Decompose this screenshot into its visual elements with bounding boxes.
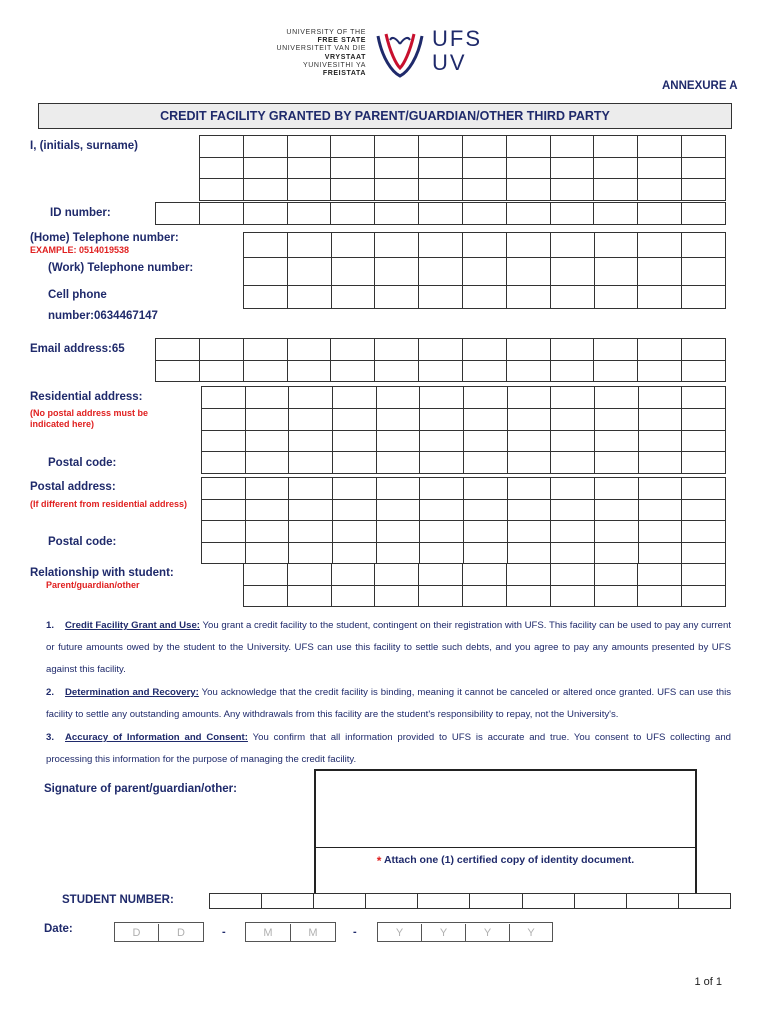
input-cell[interactable] (594, 258, 638, 286)
input-cell[interactable] (156, 339, 200, 361)
input-cell[interactable] (243, 360, 287, 382)
input-cell[interactable] (594, 179, 638, 201)
date-separator: - (353, 926, 357, 938)
input-cell[interactable] (506, 286, 550, 309)
input-cell[interactable] (594, 521, 638, 543)
input-cell[interactable] (419, 258, 463, 286)
phone-example-note: EXAMPLE: 0514019538 (30, 245, 130, 255)
input-cell[interactable] (202, 387, 246, 409)
input-cell[interactable] (682, 179, 726, 201)
input-cell[interactable] (376, 387, 420, 409)
input-cell[interactable] (522, 894, 574, 909)
input-cell[interactable] (375, 157, 419, 179)
residential-postal-code-label: Postal code: (48, 457, 117, 469)
input-cell[interactable] (287, 233, 331, 258)
input-cell[interactable] (594, 542, 638, 564)
input-cell[interactable] (507, 478, 551, 500)
input-cell[interactable] (550, 360, 594, 382)
clause-determination-recovery: 2. Determination and Recovery: You acknowledge that the credit facility is binding, meaning it cannot be canceled or altered once granted. UFS can use this facility to settle any outstanding amounts. Any withdrawals from this facility are the student's responsibility to repay, not the University's. (46, 687, 732, 720)
input-cell[interactable] (287, 286, 331, 309)
input-cell[interactable] (594, 233, 638, 258)
input-cell[interactable] (376, 452, 420, 474)
relationship-grid[interactable] (243, 563, 726, 607)
input-cell[interactable] (245, 387, 289, 409)
input-cell[interactable] (376, 521, 420, 543)
input-cell[interactable] (199, 203, 243, 225)
attach-id-note: * Attach one (1) certified copy of identity document. (376, 854, 635, 868)
input-cell[interactable] (375, 564, 419, 586)
input-cell[interactable] (506, 360, 550, 382)
input-cell[interactable] (506, 233, 550, 258)
input-cell[interactable] (463, 585, 507, 607)
input-cell[interactable] (289, 387, 333, 409)
input-cell[interactable] (682, 452, 726, 474)
date-separator: - (222, 926, 226, 938)
input-cell[interactable] (156, 360, 200, 382)
input-cell[interactable] (376, 430, 420, 452)
input-cell[interactable] (463, 542, 507, 564)
logo-abbrev-ufs: UFS (432, 26, 482, 51)
input-cell[interactable] (507, 542, 551, 564)
input-cell[interactable] (594, 339, 638, 361)
input-cell[interactable] (638, 585, 682, 607)
input-cell[interactable] (638, 233, 682, 258)
input-cell[interactable] (462, 136, 506, 158)
input-cell[interactable] (200, 136, 244, 158)
input-cell[interactable] (594, 157, 638, 179)
student-number-grid[interactable] (209, 893, 731, 909)
input-cell[interactable] (463, 452, 507, 474)
input-cell[interactable] (550, 136, 594, 158)
input-cell[interactable] (594, 564, 638, 586)
required-star-icon: * (376, 854, 382, 868)
input-cell[interactable] (202, 430, 246, 452)
input-cell[interactable] (244, 258, 288, 286)
input-cell[interactable] (638, 408, 682, 430)
input-cell[interactable] (287, 564, 331, 586)
clause-credit-facility: 1. Credit Facility Grant and Use: You grant a credit facility to the student, contingent on their registration with UFS. This facility can be used to pay any current or future amounts owed by the student to the University. UFS can use this facility to settle such debts, and you agree to pay any amounts presented by UFS against this facility. (46, 620, 732, 675)
input-cell[interactable] (287, 360, 331, 382)
student-number-label: STUDENT NUMBER: (62, 894, 174, 906)
clause-accuracy-consent: 3. Accuracy of Information and Consent: You confirm that all information provided to UFS is accurate and true. You consent to UFS collecting and processing this information for the purpose of managing the credit facility. (46, 732, 731, 765)
input-cell[interactable] (550, 179, 594, 201)
input-cell[interactable] (594, 360, 638, 382)
input-cell[interactable] (420, 430, 464, 452)
signature-box[interactable] (314, 769, 697, 896)
input-cell[interactable] (376, 478, 420, 500)
date-month-field[interactable]: M M (245, 922, 336, 942)
home-phone-label: (Home) Telephone number: (30, 232, 179, 244)
input-cell[interactable] (331, 203, 375, 225)
input-cell[interactable] (682, 360, 726, 382)
input-cell[interactable] (289, 499, 333, 521)
annexure-label: ANNEXURE A (662, 80, 738, 92)
input-cell[interactable] (638, 478, 682, 500)
input-cell[interactable] (375, 585, 419, 607)
input-cell[interactable] (245, 430, 289, 452)
input-cell[interactable] (419, 585, 463, 607)
input-cell[interactable] (332, 542, 376, 564)
residential-note-line1: (No postal address must be (30, 408, 149, 418)
input-cell[interactable] (210, 894, 262, 909)
input-cell[interactable] (331, 286, 375, 309)
input-cell[interactable] (289, 521, 333, 543)
input-cell[interactable] (199, 339, 243, 361)
input-cell[interactable] (418, 894, 470, 909)
input-cell[interactable] (682, 258, 726, 286)
input-cell[interactable] (289, 408, 333, 430)
input-cell[interactable] (638, 258, 682, 286)
input-cell[interactable] (243, 136, 287, 158)
input-cell[interactable] (287, 258, 331, 286)
input-cell[interactable] (594, 408, 638, 430)
input-cell[interactable] (463, 430, 507, 452)
input-cell[interactable] (419, 203, 463, 225)
university-name-block: UNIVERSITY OF THE FREE STATE UNIVERSITEIT VAN DIE VRYSTAAT YUNIVESITHI YA FREISTATA (276, 29, 366, 78)
input-cell[interactable] (202, 542, 246, 564)
input-cell[interactable] (682, 233, 726, 258)
input-cell[interactable] (506, 339, 550, 361)
input-cell[interactable] (202, 478, 246, 500)
input-cell[interactable] (420, 499, 464, 521)
input-cell[interactable] (419, 233, 463, 258)
input-cell[interactable] (506, 258, 550, 286)
input-cell[interactable] (462, 339, 506, 361)
input-cell[interactable] (419, 564, 463, 586)
input-cell[interactable] (594, 452, 638, 474)
input-cell[interactable] (289, 452, 333, 474)
input-cell[interactable] (506, 585, 550, 607)
input-cell[interactable] (244, 564, 288, 586)
id-number-grid[interactable] (155, 202, 726, 225)
input-cell[interactable] (156, 203, 200, 225)
input-cell[interactable] (243, 179, 287, 201)
postal-code-label: Postal code: (48, 536, 117, 548)
date-label: Date: (44, 923, 73, 935)
input-cell[interactable] (331, 258, 375, 286)
input-cell[interactable] (244, 286, 288, 309)
initials-surname-grid[interactable] (199, 135, 726, 201)
input-cell[interactable] (682, 157, 726, 179)
input-cell[interactable] (507, 430, 551, 452)
input-cell[interactable] (200, 157, 244, 179)
input-cell[interactable] (638, 542, 682, 564)
input-cell[interactable] (551, 499, 595, 521)
postal-address-label: Postal address: (30, 481, 116, 493)
input-cell[interactable] (463, 387, 507, 409)
input-cell[interactable] (507, 387, 551, 409)
input-cell[interactable] (262, 894, 314, 909)
input-cell[interactable] (463, 233, 507, 258)
input-cell[interactable] (420, 521, 464, 543)
input-cell[interactable] (245, 521, 289, 543)
input-cell[interactable] (682, 387, 726, 409)
date-year-field[interactable]: Y Y Y Y (377, 922, 553, 942)
input-cell[interactable] (375, 258, 419, 286)
input-cell[interactable] (332, 387, 376, 409)
input-cell[interactable] (332, 499, 376, 521)
input-cell[interactable] (550, 286, 594, 309)
email-grid[interactable] (155, 338, 726, 382)
input-cell[interactable] (463, 499, 507, 521)
input-cell[interactable] (243, 339, 287, 361)
work-phone-label: (Work) Telephone number: (48, 262, 194, 274)
input-cell[interactable] (682, 499, 726, 521)
input-cell[interactable] (550, 203, 594, 225)
input-cell[interactable] (594, 387, 638, 409)
input-cell[interactable] (202, 408, 246, 430)
input-cell[interactable] (332, 521, 376, 543)
input-cell[interactable] (594, 430, 638, 452)
input-cell[interactable] (331, 339, 375, 361)
input-cell[interactable] (202, 452, 246, 474)
input-cell[interactable] (550, 233, 594, 258)
input-cell[interactable] (638, 157, 682, 179)
signature-divider (316, 847, 695, 848)
input-cell[interactable] (594, 136, 638, 158)
input-cell[interactable] (463, 564, 507, 586)
input-cell[interactable] (638, 179, 682, 201)
input-cell[interactable] (682, 203, 726, 225)
input-cell[interactable] (244, 233, 288, 258)
input-cell[interactable] (289, 430, 333, 452)
input-cell[interactable] (551, 521, 595, 543)
input-cell[interactable] (243, 203, 287, 225)
input-cell[interactable] (506, 179, 550, 201)
input-cell[interactable] (331, 157, 375, 179)
residential-address-label: Residential address: (30, 391, 143, 403)
input-cell[interactable] (463, 521, 507, 543)
input-cell[interactable] (419, 286, 463, 309)
input-cell[interactable] (682, 136, 726, 158)
input-cell[interactable] (507, 452, 551, 474)
input-cell[interactable] (626, 894, 678, 909)
input-cell[interactable] (420, 478, 464, 500)
input-cell[interactable] (682, 339, 726, 361)
postal-address-grid[interactable] (201, 477, 726, 564)
postal-address-note: (If different from residential address) (30, 499, 188, 509)
input-cell[interactable] (376, 499, 420, 521)
input-cell[interactable] (245, 499, 289, 521)
initials-surname-label: I, (initials, surname) (30, 140, 138, 152)
input-cell[interactable] (507, 521, 551, 543)
input-cell[interactable] (420, 408, 464, 430)
input-cell[interactable] (638, 360, 682, 382)
page-number: 1 of 1 (694, 976, 722, 988)
input-cell[interactable] (332, 478, 376, 500)
input-cell[interactable] (506, 136, 550, 158)
input-cell[interactable] (594, 478, 638, 500)
input-cell[interactable] (419, 179, 463, 201)
input-cell[interactable] (375, 339, 419, 361)
input-cell[interactable] (678, 894, 730, 909)
input-cell[interactable] (243, 157, 287, 179)
input-cell[interactable] (331, 360, 375, 382)
input-cell[interactable] (202, 499, 246, 521)
input-cell[interactable] (314, 894, 366, 909)
input-cell[interactable] (551, 478, 595, 500)
input-cell[interactable] (244, 585, 288, 607)
input-cell[interactable] (419, 339, 463, 361)
input-cell[interactable] (375, 136, 419, 158)
input-cell[interactable] (375, 360, 419, 382)
input-cell[interactable] (574, 894, 626, 909)
input-cell[interactable] (638, 564, 682, 586)
input-cell[interactable] (638, 430, 682, 452)
input-cell[interactable] (287, 157, 331, 179)
input-cell[interactable] (506, 157, 550, 179)
date-day-field[interactable]: D D (114, 922, 204, 942)
input-cell[interactable] (551, 387, 595, 409)
input-cell[interactable] (594, 499, 638, 521)
input-cell[interactable] (287, 179, 331, 201)
input-cell[interactable] (287, 203, 331, 225)
input-cell[interactable] (506, 203, 550, 225)
input-cell[interactable] (638, 339, 682, 361)
residential-note-line2: indicated here) (30, 419, 95, 429)
input-cell[interactable] (682, 286, 726, 309)
input-cell[interactable] (551, 452, 595, 474)
input-cell[interactable] (420, 387, 464, 409)
input-cell[interactable] (462, 203, 506, 225)
input-cell[interactable] (462, 360, 506, 382)
input-cell[interactable] (420, 542, 464, 564)
input-cell[interactable] (375, 203, 419, 225)
input-cell[interactable] (419, 157, 463, 179)
input-cell[interactable] (289, 478, 333, 500)
input-cell[interactable] (245, 478, 289, 500)
input-cell[interactable] (506, 564, 550, 586)
input-cell[interactable] (638, 203, 682, 225)
input-cell[interactable] (375, 233, 419, 258)
cell-phone-label: Cell phone (48, 289, 107, 301)
input-cell[interactable] (638, 521, 682, 543)
input-cell[interactable] (507, 408, 551, 430)
input-cell[interactable] (200, 179, 244, 201)
input-cell[interactable] (331, 233, 375, 258)
input-cell[interactable] (638, 499, 682, 521)
input-cell[interactable] (462, 179, 506, 201)
ufs-crest-icon (372, 24, 428, 80)
input-cell[interactable] (550, 157, 594, 179)
logo-abbrev-uv: UV (432, 50, 467, 75)
input-cell[interactable] (331, 179, 375, 201)
input-cell[interactable] (289, 542, 333, 564)
input-cell[interactable] (550, 564, 594, 586)
input-cell[interactable] (331, 136, 375, 158)
input-cell[interactable] (551, 542, 595, 564)
input-cell[interactable] (331, 585, 375, 607)
input-cell[interactable] (463, 286, 507, 309)
input-cell[interactable] (202, 521, 246, 543)
input-cell[interactable] (287, 339, 331, 361)
input-cell[interactable] (551, 430, 595, 452)
email-label: Email address:65 (30, 343, 125, 355)
input-cell[interactable] (375, 286, 419, 309)
input-cell[interactable] (376, 542, 420, 564)
input-cell[interactable] (682, 408, 726, 430)
input-cell[interactable] (199, 360, 243, 382)
id-number-label: ID number: (50, 207, 111, 219)
telephone-grid[interactable] (243, 232, 726, 309)
input-cell[interactable] (331, 564, 375, 586)
input-cell[interactable] (245, 542, 289, 564)
input-cell[interactable] (462, 157, 506, 179)
input-cell[interactable] (682, 521, 726, 543)
input-cell[interactable] (682, 478, 726, 500)
input-cell[interactable] (332, 408, 376, 430)
form-title: CREDIT FACILITY GRANTED BY PARENT/GUARDIAN/OTHER THIRD PARTY (38, 103, 732, 129)
input-cell[interactable] (551, 408, 595, 430)
input-cell[interactable] (682, 542, 726, 564)
input-cell[interactable] (245, 408, 289, 430)
input-cell[interactable] (332, 452, 376, 474)
input-cell[interactable] (638, 286, 682, 309)
input-cell[interactable] (550, 339, 594, 361)
input-cell[interactable] (287, 136, 331, 158)
input-cell[interactable] (638, 452, 682, 474)
input-cell[interactable] (332, 430, 376, 452)
signature-label: Signature of parent/guardian/other: (44, 783, 237, 795)
input-cell[interactable] (638, 387, 682, 409)
input-cell[interactable] (594, 585, 638, 607)
input-cell[interactable] (376, 408, 420, 430)
input-cell[interactable] (463, 478, 507, 500)
input-cell[interactable] (470, 894, 522, 909)
input-cell[interactable] (419, 136, 463, 158)
input-cell[interactable] (682, 564, 726, 586)
residential-address-grid[interactable] (201, 386, 726, 474)
input-cell[interactable] (594, 286, 638, 309)
relationship-label: Relationship with student: (30, 567, 174, 579)
input-cell[interactable] (638, 136, 682, 158)
input-cell[interactable] (550, 258, 594, 286)
input-cell[interactable] (366, 894, 418, 909)
cell-phone-number: number:0634467147 (48, 310, 158, 322)
input-cell[interactable] (245, 452, 289, 474)
input-cell[interactable] (594, 203, 638, 225)
input-cell[interactable] (463, 258, 507, 286)
input-cell[interactable] (682, 430, 726, 452)
input-cell[interactable] (550, 585, 594, 607)
input-cell[interactable] (507, 499, 551, 521)
input-cell[interactable] (375, 179, 419, 201)
input-cell[interactable] (419, 360, 463, 382)
input-cell[interactable] (682, 585, 726, 607)
relationship-note: Parent/guardian/other (46, 580, 140, 590)
input-cell[interactable] (420, 452, 464, 474)
input-cell[interactable] (287, 585, 331, 607)
input-cell[interactable] (463, 408, 507, 430)
